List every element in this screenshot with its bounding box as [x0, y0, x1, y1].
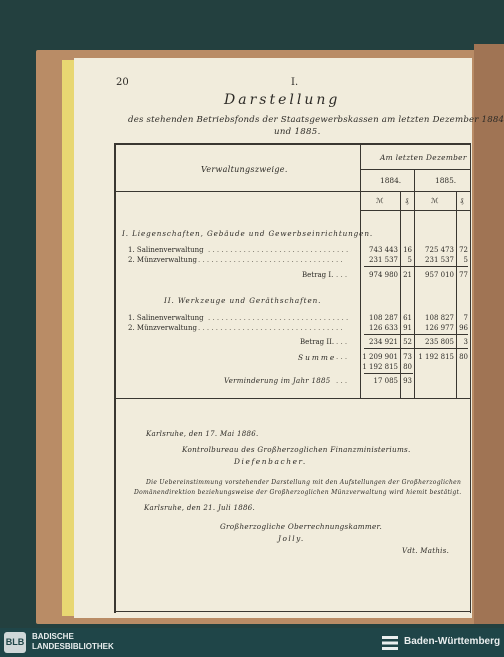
- baden-wuerttemberg-lions-icon: [380, 633, 400, 653]
- cell-value: 16: [403, 246, 412, 254]
- table-border-top: [114, 143, 471, 145]
- subtotal-rule: [364, 373, 413, 374]
- cell-value: 77: [459, 271, 468, 279]
- document-subtitle-cont: und 1885.: [274, 127, 321, 137]
- baden-wuerttemberg-logo-text[interactable]: Baden-Württemberg: [404, 636, 501, 647]
- cell-value: 108 287: [369, 314, 398, 322]
- mark-unit-2: ℳ: [431, 197, 439, 205]
- betrag-2-label: Betrag II.: [300, 338, 335, 346]
- cell-value: 80: [403, 363, 412, 371]
- blb-logo-badge[interactable]: BLB: [4, 632, 26, 653]
- row-leader: . . . . . . . . . . . . . . . . . . . . . . . . . . . . . . . .: [208, 246, 349, 254]
- cell-value: 61: [403, 314, 412, 322]
- page-edge-strip: [62, 60, 74, 616]
- cell-value: 1 209 901: [362, 353, 398, 361]
- table-border-bottom: [114, 611, 471, 612]
- cell-value: 974 980: [369, 271, 398, 279]
- cell-value: 80: [459, 353, 468, 361]
- row-leader: . . . . . . . . . . . . . . . . . . . . . . . . . . . . . . . . .: [198, 256, 343, 264]
- row-label: 2. Münzverwaltung: [128, 256, 197, 264]
- sign-2-name: Jolly.: [278, 534, 305, 543]
- section-2-title: II. Werkzeuge und Geräthschaften.: [164, 296, 322, 305]
- row-label: 2. Münzverwaltung: [128, 324, 197, 332]
- sign-1-office: Kontrolbureau des Großherzoglichen Finanzministeriums.: [182, 445, 411, 454]
- table-border-left: [114, 143, 116, 613]
- row-leader: . . .: [336, 353, 348, 361]
- subtotal-rule: [364, 266, 468, 267]
- blb-logo-text[interactable]: [32, 632, 114, 652]
- cell-value: 108 827: [425, 314, 454, 322]
- sign-2-office: Großherzogliche Oberrechnungskammer.: [220, 522, 383, 531]
- cell-value: 1 192 815: [362, 363, 398, 371]
- row-label: 1. Salinenverwaltung: [128, 246, 204, 254]
- minderung-label: Verminderung im Jahr 1885: [224, 377, 331, 385]
- page-number: 20: [116, 77, 129, 88]
- column-header-date: Am letzten Dezember: [380, 153, 467, 162]
- mark-unit-1: ℳ: [376, 197, 384, 205]
- cell-value: 1 192 815: [418, 353, 454, 361]
- pfennig-unit-2: ₰: [460, 197, 464, 205]
- table-header-rule: [116, 191, 470, 192]
- document-page: [74, 58, 504, 618]
- table-border-right: [470, 143, 471, 613]
- cell-value: 743 443: [369, 246, 398, 254]
- cell-value: 231 537: [425, 256, 454, 264]
- betrag-1-label: Betrag I.: [302, 271, 334, 279]
- cell-value: 231 537: [369, 256, 398, 264]
- cell-value: 73: [403, 353, 412, 361]
- row-leader: . . . . . . . . . . . . . . . . . . . . . . . . . . . . . . . . .: [198, 324, 343, 332]
- cell-value: 5: [463, 256, 468, 264]
- section-number: I.: [291, 77, 299, 88]
- row-leader: . . .: [336, 338, 348, 346]
- row-leader: . . .: [336, 271, 348, 279]
- cell-value: 126 633: [369, 324, 398, 332]
- cell-value: 957 010: [425, 271, 454, 279]
- table-header-split: [361, 169, 470, 170]
- cell-value: 7: [463, 314, 468, 322]
- cell-value: 21: [403, 271, 412, 279]
- document-title: Darstellung: [224, 92, 341, 108]
- column-year-1885: 1885.: [435, 176, 457, 185]
- cell-value: 126 977: [425, 324, 454, 332]
- cell-value: 72: [459, 246, 468, 254]
- cell-value: 52: [403, 338, 412, 346]
- cell-value: 91: [403, 324, 412, 332]
- blb-logo-line-2: LANDESBIBLIOTHEK: [32, 642, 114, 651]
- cell-value: 725 473: [425, 246, 454, 254]
- subtotal-rule: [364, 334, 468, 335]
- table-year-divider: [414, 170, 415, 398]
- cell-value: 234 921: [369, 338, 398, 346]
- column-header-branches: Verwaltungszweige.: [201, 165, 288, 174]
- row-label: 1. Salinenverwaltung: [128, 314, 204, 322]
- cell-value: 5: [407, 256, 412, 264]
- row-leader: . . .: [336, 377, 348, 385]
- cell-value: 3: [463, 338, 468, 346]
- column-year-1884: 1884.: [380, 176, 402, 185]
- confirmation-line-1: Die Uebereinstimmung vorstehender Darstellung mit den Aufstellungen der Großherzoglichen: [146, 479, 462, 486]
- blb-logo-line-1: BADISCHE: [32, 632, 74, 641]
- table-body-end: [116, 398, 470, 399]
- pfennig-unit-1: ₰: [405, 197, 409, 205]
- sign-2-countersign: Vdt. Mathis.: [402, 547, 450, 555]
- sign-1-place-date: Karlsruhe, den 17. Mai 1886.: [146, 430, 259, 438]
- summe-label: Summe: [298, 353, 337, 362]
- row-leader: . . . . . . . . . . . . . . . . . . . . . . . . . . . . . . . .: [208, 314, 349, 322]
- subtotal-rule: [364, 348, 468, 349]
- sign-2-place-date: Karlsruhe, den 21. Juli 1886.: [144, 504, 256, 512]
- table-unit-rule: [361, 210, 470, 211]
- section-1-title: I. Liegenschaften, Gebäude und Gewerbseinrichtungen.: [122, 229, 374, 238]
- cell-value: 17 085: [373, 377, 398, 385]
- cell-value: 96: [459, 324, 468, 332]
- sign-1-name: Diefenbacher.: [234, 457, 307, 466]
- table-pf-divider-2: [456, 192, 457, 398]
- book-cover-edge: [474, 44, 504, 624]
- cell-value: 235 805: [425, 338, 454, 346]
- confirmation-line-2: Domänendirektion beziehungsweise der Großherzoglichen Münzverwaltung wird hiemit bestätigt.: [134, 489, 462, 496]
- cell-value: 93: [403, 377, 412, 385]
- document-subtitle: des stehenden Betriebsfonds der Staatsgewerbskassen am letzten Dezember 1884: [128, 115, 504, 125]
